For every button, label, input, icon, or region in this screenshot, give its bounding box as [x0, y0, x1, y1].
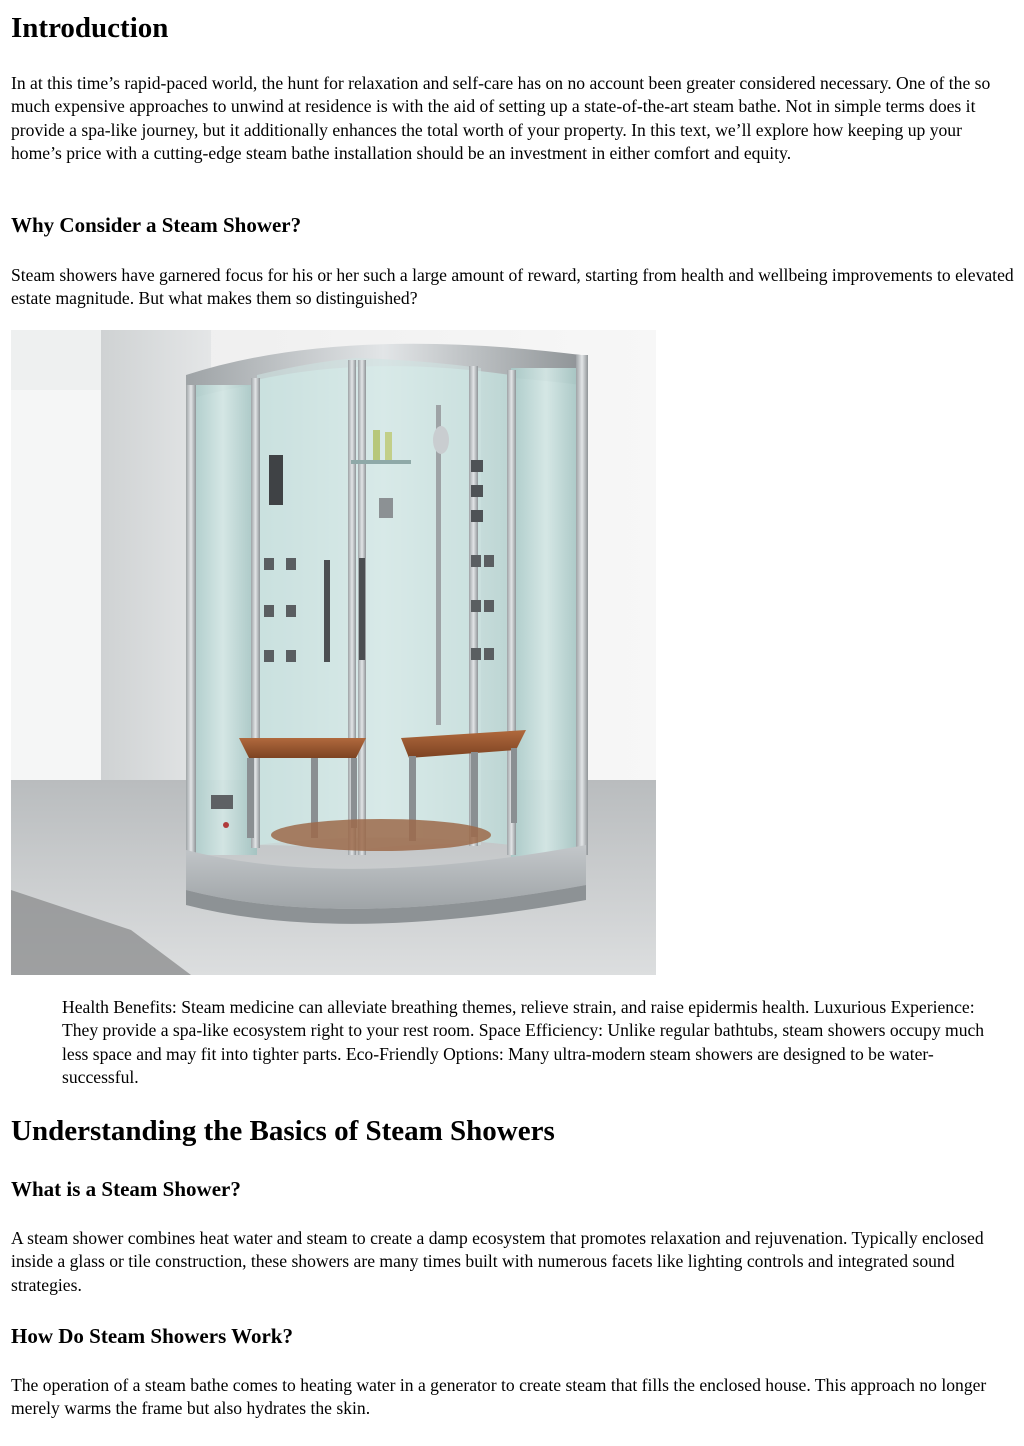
how-paragraph: The operation of a steam bathe comes to heating water in a generator to create steam that fills the enclosed house. This approach no longer merely warms the frame but also hydrates the skin. [11, 1375, 987, 1419]
intro-heading: Introduction [11, 12, 169, 44]
what-heading: What is a Steam Shower? [11, 1177, 241, 1201]
what-paragraph: A steam shower combines heat water and steam to create a damp ecosystem that promotes relaxation and rejuvenation. Typically enclosed inside a glass or tile construction, these showers are many times built with numerous facets like lighting controls and integrated sound strategies. [11, 1228, 984, 1295]
steam-shower-image [11, 330, 656, 975]
why-paragraph: Steam showers have garnered focus for his or her such a large amount of reward, starting from health and wellbeing improvements to elevated estate magnitude. But what makes them so distinguished? [11, 265, 1014, 309]
benefits-list: Health Benefits: Steam medicine can alleviate breathing themes, relieve strain, and raise epidermis health. Luxurious Experience: They provide a spa-like ecosystem right to your rest room. Space Efficiency: Unlike regular bathtubs, steam showers occupy much less space and may fit into tighter parts. Eco-Friendly Options: Many ultra-modern steam showers are designed to be water-successful. [62, 997, 985, 1088]
why-heading: Why Consider a Steam Shower? [11, 213, 302, 237]
how-heading: How Do Steam Showers Work? [11, 1324, 293, 1348]
intro-paragraph: In at this time’s rapid-paced world, the hunt for relaxation and self-care has on no account been greater considered necessary. One of the so much expensive approaches to unwind at residence is with the aid of setting up a state-of-the-art steam bathe. Not in simple terms does it provide a spa-like journey, but it additionally enhances the total worth of your property. In this text, we’ll explore how keeping up your home’s price with a cutting-edge steam bathe installation should be an investment in either comfort and equity. [11, 73, 991, 164]
basics-heading: Understanding the Basics of Steam Showers [11, 1115, 555, 1147]
